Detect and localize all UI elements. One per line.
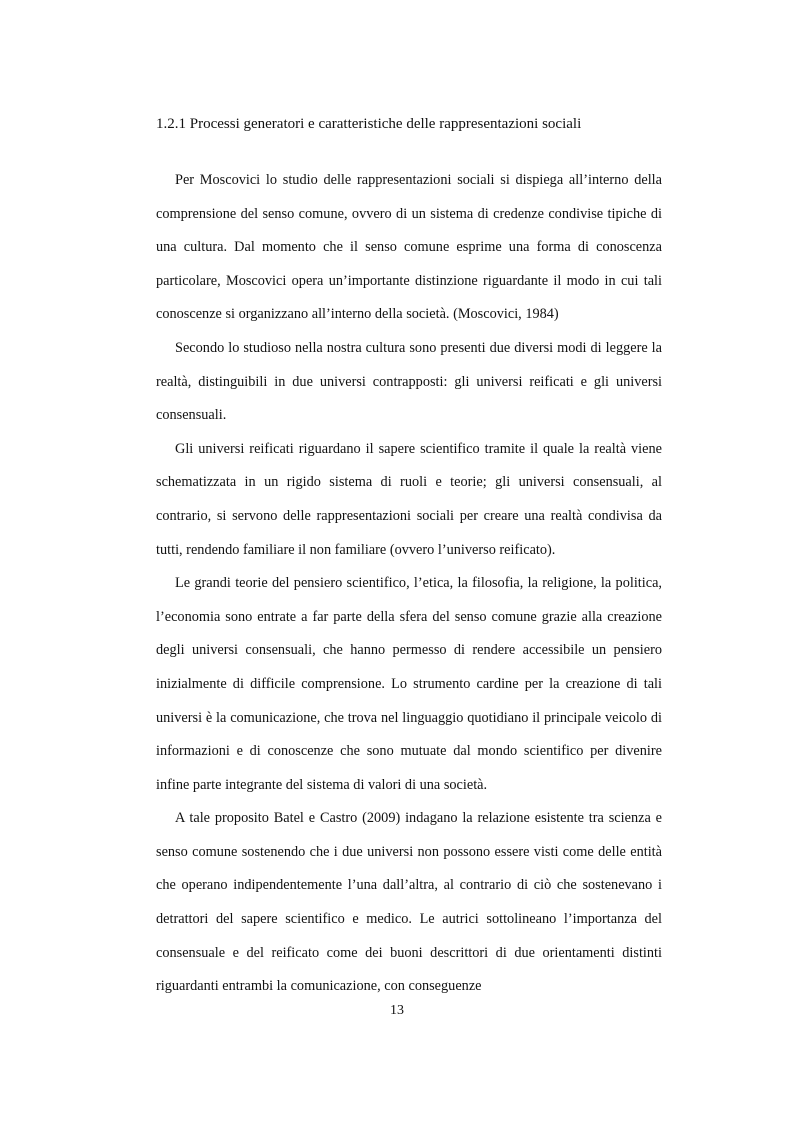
paragraph-batel-castro: A tale proposito Batel e Castro (2009) indagano la relazione esistente tra scienza e senso comune sostenendo che i due universi non possono essere visti come delle entità che operano indipendentemente l’una dall’altra, al contrario di ciò che sostenevano i detrattori del sapere scientifico e medico. Le autrici sottolineano l’importanza del consensuale e del reificato come dei buoni descrittori di due orientamenti distinti riguardanti entrambi la comunicazione, con conseguenze xyxy=(156,810,662,995)
body-text xyxy=(156,164,662,1004)
page-number: 13 xyxy=(390,1003,404,1018)
paragraph-grandi-teorie: Le grandi teorie del pensiero scientifico, l’etica, la filosofia, la religione, la politica, l’economia sono entrate a far parte della sfera del senso comune grazie alla creazione degli universi consensuali, che hanno permesso di rendere accessibile un pensiero inizialmente di difficile comprensione. Lo strumento cardine per la creazione di tali universi è la comunicazione, che trova nel linguaggio quotidiano il principale veicolo di informazioni e di conoscenze che sono mutuate dal mondo scientifico per divenire infine parte integrante del sistema di valori di una società. xyxy=(156,575,662,793)
paragraph-universi-contrapposti: Secondo lo studioso nella nostra cultura sono presenti due diversi modi di leggere la realtà, distinguibili in due universi contrapposti: gli universi reificati e gli universi consensuali. xyxy=(156,339,662,424)
section-heading: 1.2.1 Processi generatori e caratteristiche delle rappresentazioni sociali xyxy=(156,116,582,132)
paragraph-moscovici-senso-comune: Per Moscovici lo studio delle rappresentazioni sociali si dispiega all’interno della comprensione del senso comune, ovvero di un sistema di credenze condivise tipiche di una cultura. Dal momento che il senso comune esprime una forma di conoscenza particolare, Moscovici opera un’importante distinzione riguardante il modo in cui tali conoscenze si organizzano all’interno della società. (Moscovici, 1984) xyxy=(156,172,662,323)
paragraph-universi-reificati: Gli universi reificati riguardano il sapere scientifico tramite il quale la realtà viene schematizzata in un rigido sistema di ruoli e teorie; gli universi consensuali, al contrario, si servono delle rappresentazioni sociali per creare una realtà condivisa da tutti, rendendo familiare il non familiare (ovvero l’universo reificato). xyxy=(156,440,662,558)
